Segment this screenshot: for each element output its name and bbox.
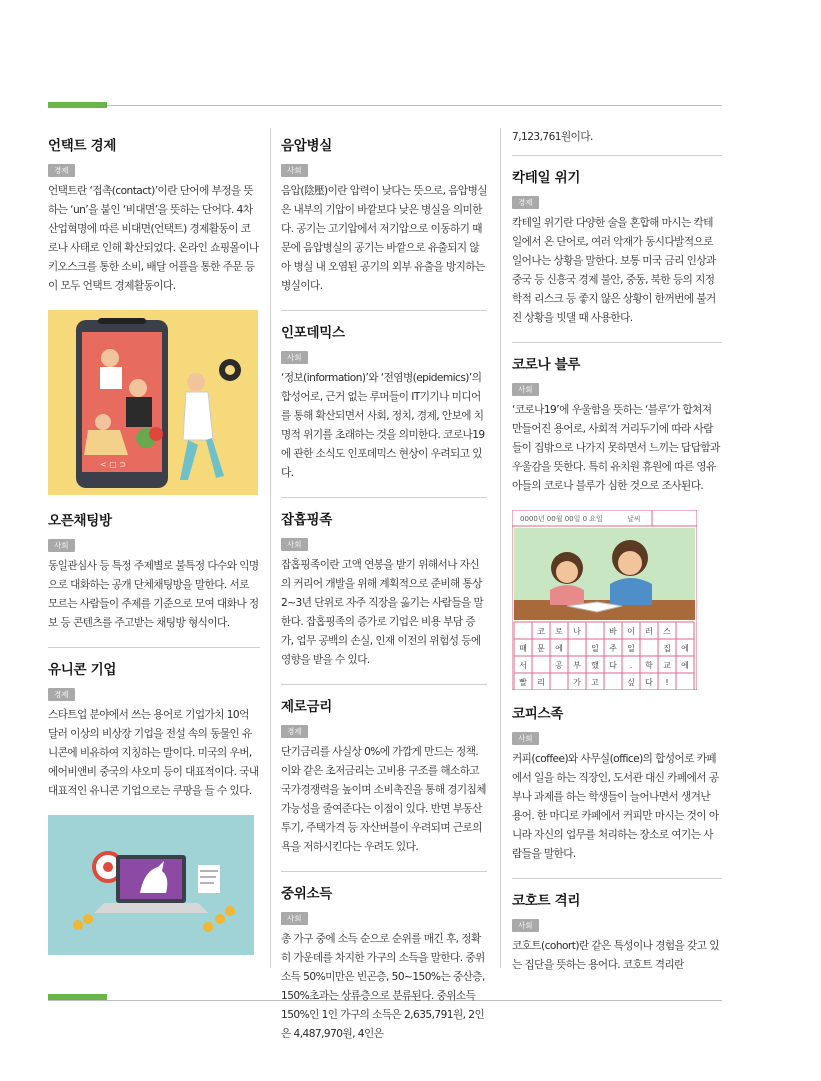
column-divider-1 bbox=[270, 128, 271, 968]
entry-separator bbox=[512, 342, 722, 343]
top-rule-accent bbox=[48, 102, 107, 108]
diary-char: 했 bbox=[591, 661, 599, 670]
entry-copice bbox=[512, 702, 722, 864]
entry-median-income bbox=[281, 882, 487, 1044]
entry-separator bbox=[48, 647, 260, 648]
entry-title: 제로금리 bbox=[281, 699, 332, 715]
diary-char: 이 bbox=[627, 627, 635, 636]
smartphone-shopping-illustration bbox=[48, 310, 258, 495]
category-badge: 사회 bbox=[281, 164, 308, 177]
entry-text: ‘코로나19’에 우울함을 뜻하는 ‘블루’가 합쳐져 만들어진 용어로, 사회적 거리두기에 따라 사람들이 집밖으로 나가지 못하면서 느끼는 답답함과 우울감을 뜻한다. 특히 유치원 휴원에 따른 영유아들의 코로나 블루가 심한 것으로 조사된다. bbox=[512, 404, 720, 492]
entry-unicorn bbox=[48, 658, 260, 801]
entry-text: 동일관심사 등 특정 주제별로 불특정 다수와 익명으로 대화하는 공개 단체채팅방을 말한다. 서로 모르는 사람들이 주제를 기준으로 모여 대화나 정보 등 콘텐츠를 주고받는 채팅방 형식이다. bbox=[48, 560, 259, 629]
top-rule bbox=[48, 105, 722, 106]
bottom-rule-accent bbox=[48, 994, 107, 1000]
column-divider-2 bbox=[500, 128, 501, 968]
entry-title: 코로나 블루 bbox=[512, 357, 581, 373]
diary-char: 교 bbox=[663, 661, 671, 670]
entry-title: 코호트 격리 bbox=[512, 893, 581, 909]
entry-title: 인포데믹스 bbox=[281, 325, 345, 341]
entry-separator bbox=[512, 878, 722, 879]
diary-char: 바 bbox=[609, 627, 617, 636]
entry-text: 코호트(cohort)란 같은 특성이나 경험을 갖고 있는 집단을 뜻하는 용어다. 코호트 격리란 bbox=[512, 940, 719, 971]
entry-title: 칵테일 위기 bbox=[512, 170, 581, 186]
entry-text: 단기금리를 사실상 0%에 가깝게 만드는 정책. 이와 같은 초저금리는 고비용 구조를 해소하고 국가경쟁력을 높이며 소비촉진을 통해 경기침체 가능성을 줄여준다는 이점이 있다. 반면 부동산투기, 주택가격 등 자산버블이 우려되며 근로의욕을 저하시킨다는 우려도 있다. bbox=[281, 746, 486, 853]
entry-title: 오픈채팅방 bbox=[48, 513, 112, 529]
diary-char: 에 bbox=[555, 644, 563, 653]
entry-cohort-isolation bbox=[512, 889, 722, 975]
diary-char: 학 bbox=[645, 661, 653, 670]
entry-text: 음압(陰壓)이란 압력이 낮다는 뜻으로, 음압병실은 내부의 기압이 바깥보다 낮은 병실을 의미한다. 공기는 고기압에서 저기압으로 이동하기 때문에 음압병실의 공기는 바깥으로 유출되지 않아 병실 내 오염된 공기의 외부 유출을 방지하는 병실이다. bbox=[281, 185, 487, 292]
entry-cocktail-crisis bbox=[512, 166, 722, 328]
diary-char: 부 bbox=[573, 661, 581, 670]
category-badge: 사회 bbox=[512, 919, 539, 932]
entry-text: 칵테일 위기란 다양한 술을 혼합해 마시는 칵테일에서 온 단어로, 여러 악재가 동시다발적으로 일어나는 상황을 말한다. 보통 미국 금리 인상과 중국 등 신흥국 경제 불안, 중동, 북한 등의 지정학적 리스크 등 좋지 않은 상황이 한꺼번에 불거진 상황을 빗댈 때 사용한다. bbox=[512, 217, 716, 324]
diary-char: ! bbox=[665, 678, 669, 687]
diary-char: 다 bbox=[645, 678, 653, 687]
diary-char: 빨 bbox=[519, 678, 527, 687]
diary-char: 공 bbox=[555, 661, 563, 670]
diary-char: 일 bbox=[627, 644, 635, 653]
diary-date: 0000년 00월 00일 0 요일 bbox=[520, 515, 603, 523]
entry-title: 중위소득 bbox=[281, 886, 332, 902]
entry-separator bbox=[512, 155, 722, 156]
continued-text: 7,123,761원이다. bbox=[512, 131, 593, 143]
diary-char: 싶 bbox=[627, 678, 635, 687]
entry-negative-pressure-room bbox=[281, 134, 487, 296]
diary-cell bbox=[586, 622, 604, 639]
diary-cell bbox=[532, 656, 550, 673]
entry-infodemics bbox=[281, 321, 487, 483]
entry-separator bbox=[281, 684, 487, 685]
diary-char: 서 bbox=[519, 661, 527, 670]
diary-cell bbox=[604, 673, 622, 690]
entry-text: 총 가구 중에 소득 순으로 순위를 매긴 후, 정확히 가운데를 차지한 가구의 소득을 말한다. 중위소득 50%미만은 빈곤층, 50~150%는 중산층, 150%초과는 상류층으로 분류된다. 중위소득 150%인 1인 가구의 소득은 2,635,791원, 2인은 4,487,970원, 4인은 bbox=[281, 933, 485, 1040]
entry-open-chat bbox=[48, 509, 260, 633]
entry-title: 음압병실 bbox=[281, 138, 332, 154]
entry-separator bbox=[281, 871, 487, 872]
category-badge: 사회 bbox=[512, 732, 539, 745]
entry-text: 커피(coffee)와 사무실(office)의 합성어로 카페에서 일을 하는 직장인, 도서관 대신 카페에서 공부나 과제를 하는 학생들이 늘어나면서 생겨난 용어. 한 마디로 카페에서 커피만 마시는 것이 아니라 자신의 업무를 처리하는 장소로 여기는 사람들을 말한다. bbox=[512, 753, 719, 860]
category-badge: 경제 bbox=[512, 196, 539, 209]
diary-char: 로 bbox=[555, 627, 563, 636]
diary-weather: 날씨 bbox=[627, 515, 641, 523]
diary-grid bbox=[514, 622, 694, 690]
diary-char: 집 bbox=[663, 644, 671, 653]
category-badge: 경제 bbox=[281, 725, 308, 738]
entry-title: 코피스족 bbox=[512, 706, 563, 722]
category-badge: 사회 bbox=[281, 912, 308, 925]
category-badge: 경제 bbox=[48, 164, 75, 177]
diary-char: 문 bbox=[537, 644, 545, 653]
diary-char: 가 bbox=[573, 678, 581, 687]
entry-zero-interest-rate bbox=[281, 695, 487, 857]
diary-char: 때 bbox=[519, 644, 527, 653]
diary-char: 다 bbox=[609, 661, 617, 670]
unicorn-laptop-illustration bbox=[48, 815, 254, 955]
diary-illustration bbox=[512, 510, 697, 690]
svg-text:< ▢ ⊃: < ▢ ⊃ bbox=[100, 460, 127, 469]
category-badge: 사회 bbox=[48, 539, 75, 552]
diary-char: 나 bbox=[573, 627, 581, 636]
entry-title: 잡홉핑족 bbox=[281, 512, 332, 528]
entry-text: 언택트란 ‘접촉(contact)’이란 단어에 부정을 뜻하는 ‘un’을 붙인 ‘비대면’을 뜻하는 단어다. 4차 산업혁명에 따른 비대면(언택트) 경제활동이 코로나 사태로 인해 확산되었다. 온라인 쇼핑몰이나 키오스크를 통한 소비, 배달 어플을 통한 주문 등이 모두 언택트 경제활동이다. bbox=[48, 185, 259, 292]
diary-char: 러 bbox=[645, 627, 653, 636]
diary-cell bbox=[676, 673, 694, 690]
diary-char: 코 bbox=[537, 627, 545, 636]
diary-char: 스 bbox=[663, 627, 671, 636]
category-badge: 경제 bbox=[48, 688, 75, 701]
category-badge: 사회 bbox=[281, 538, 308, 551]
column-3 bbox=[512, 128, 722, 989]
category-badge: 사회 bbox=[281, 351, 308, 364]
diary-cell bbox=[550, 673, 568, 690]
category-badge: 사회 bbox=[512, 383, 539, 396]
diary-cell bbox=[514, 622, 532, 639]
entry-title: 유니콘 기업 bbox=[48, 662, 117, 678]
column-1 bbox=[48, 128, 260, 955]
entry-title: 언택트 경제 bbox=[48, 138, 117, 154]
diary-char: 주 bbox=[609, 644, 617, 653]
entry-corona-blue bbox=[512, 353, 722, 496]
entry-untact-economy bbox=[48, 134, 260, 296]
entry-separator bbox=[281, 497, 487, 498]
diary-cell bbox=[676, 622, 694, 639]
diary-cell bbox=[640, 639, 658, 656]
diary-cell bbox=[568, 639, 586, 656]
diary-char: 고 bbox=[591, 678, 599, 687]
diary-char: 에 bbox=[681, 661, 689, 670]
entry-text: ‘정보(information)’와 ‘전염병(epidemics)’의 합성어로, 근거 없는 루머들이 IT기기나 미디어를 통해 확산되면서 사회, 정치, 경제, 안보에 치명적 위기를 초래하는 것을 의미한다. 코로나19에 관한 소식도 인포데믹스 현상이 우려되고 있다. bbox=[281, 372, 485, 479]
diary-char: 에 bbox=[681, 644, 689, 653]
column-2 bbox=[281, 128, 487, 1058]
entry-text: 스타트업 분야에서 쓰는 용어로 기업가치 10억 달러 이상의 비상장 기업을 전설 속의 동물인 유니콘에 비유하여 지칭하는 말이다. 미국의 우버, 에어비앤비 중국의 샤오미 등이 대표적이다. 국내 대표적인 유니콘 기업으로는 쿠팡을 들 수 있다. bbox=[48, 709, 259, 797]
entry-text: 잡홉핑족이란 고액 연봉을 받기 위해서나 자신의 커리어 개발을 위해 계획적으로 준비해 통상 2~3년 단위로 자주 직장을 옮기는 사람들을 말한다. 잡홉핑족의 증가로 기업은 비용 부담 증가, 업무 공백의 손실, 인재 이전의 위험성 등에 영향을 받을 수 있다. bbox=[281, 559, 484, 666]
diary-char: 일 bbox=[591, 644, 599, 653]
entry-job-hopping bbox=[281, 508, 487, 670]
diary-char: . bbox=[629, 661, 633, 670]
diary-char: 리 bbox=[537, 678, 545, 687]
entry-separator bbox=[281, 310, 487, 311]
